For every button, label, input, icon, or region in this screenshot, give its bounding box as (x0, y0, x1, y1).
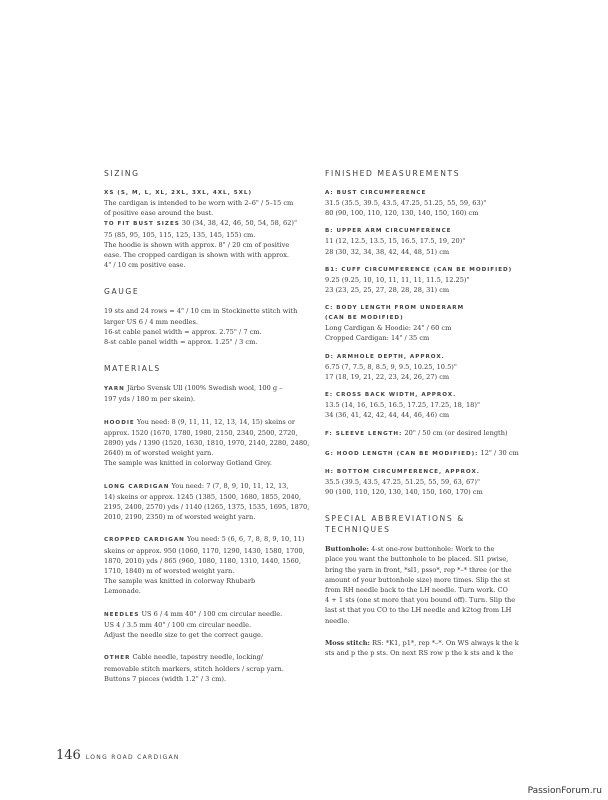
moss-text: RS: *K1, p1*, rep *–*. On WS always k the k sts and p the p sts. On next RS row p the k sts and k the (325, 638, 519, 658)
page-number: 146 (56, 748, 81, 763)
measurement-text: Long Cardigan & Hoodie: 24" / 60 cm Cropped Cardigan: 14" / 35 cm (325, 324, 452, 343)
sizing-intro: The cardigan is intended to be worn with 2–6" / 5–15 cm of positive ease around the bust. (104, 199, 294, 218)
measurement-label: D: ARMHOLE DEPTH, APPROX. (325, 353, 445, 360)
measurement-label: C: BODY LENGTH FROM UNDERARM (CAN BE MODIFIED) (325, 305, 465, 322)
measurement-text: 9.25 (9.25, 10, 10, 11, 11, 11, 11.5, 12.25)" 23 (23, 25, 25, 27, 28, 28, 28, 31) cm (325, 275, 470, 295)
other-label: OTHER (104, 655, 131, 662)
sleeve-length (325, 428, 530, 439)
needles-paragraph (104, 609, 310, 641)
yarn-text: Järbo Svensk Ull (100% Swedish wool, 100 g – 197 yds / 180 m per skein). (104, 384, 283, 404)
long-cardigan-text: You need: 7 (7, 8, 9, 10, 11, 12, 13, 14) skeins or approx. 1245 (1385, 1500, 1680, 1855, 2040, 2195, 2400, 2570) yds / 1140 (1265, 1375, 1535, 1695, 1870, 2010, 2190, 2350) m of worsted weight yarn. (104, 481, 310, 522)
hood-length (325, 448, 530, 459)
measurement-item (325, 390, 530, 420)
sizing-notes: The hoodie is shown with approx. 8" / 20 cm of positive ease. The cropped cardigan is shown with with approx. 4" / 10 cm positive ease. (104, 240, 290, 270)
buttonhole-label: Buttonhole: (325, 545, 369, 554)
special-heading: SPECIAL ABBREVIATIONS & TECHNIQUES (325, 514, 465, 535)
moss-label: Moss stitch: (325, 638, 370, 647)
measurement-text: 11 (12, 12.5, 13.5, 15, 16.5, 17.5, 19, 20)" 28 (30, 32, 34, 38, 42, 44, 48, 51) cm (325, 237, 466, 256)
sleeve-length-label: F: SLEEVE LENGTH: (325, 431, 403, 438)
sleeve-length-text: 20" / 50 cm (or desired length) (402, 429, 508, 438)
measurement-item (325, 467, 530, 497)
measurement-label: H: BOTTOM CIRCUMFERENCE, APPROX. (325, 468, 480, 475)
left-column (104, 168, 310, 684)
footer-title: LONG ROAD CARDIGAN (85, 754, 180, 761)
measurement-item (325, 226, 530, 256)
cropped-cardigan-label: CROPPED CARDIGAN (104, 537, 185, 544)
measurement-text: 35.5 (39.5, 43.5, 47.25, 51.25, 55, 59, 63, 67)" 90 (100, 110, 120, 130, 140, 150, 160, 170) cm (325, 477, 483, 497)
page-footer (56, 744, 180, 763)
sizing-heading: SIZING (104, 169, 140, 178)
measurement-item (325, 352, 530, 382)
needles-label: NEEDLES (104, 611, 140, 618)
buttonhole-text: 4-st one-row buttonhole: Work to the place you want the buttonhole to be placed. Sl1 pwise, bring the yarn in front, *sl1, psso*, rep *–* three (or the amount of your buttonhole size) more times. Slip the st from RH needle back to the LH needle. Turn work. CO 4 + 1 sts (one st more that you bound off). Turn. Slip the last st that you CO to the LH needle and k2tog from LH needle. (325, 545, 516, 625)
measurement-text: 31.5 (35.5, 39.5, 43.5, 47.25, 51.25, 55, 59, 63)" 80 (90, 100, 110, 120, 130, 140, 150, 160) cm (325, 199, 487, 218)
measurement-item (325, 188, 530, 218)
yarn-paragraph (104, 383, 310, 404)
measurement-text: 13.5 (14, 16, 16.5, 16.5, 17.25, 17.25, 18, 18)" 34 (36, 41, 42, 42, 44, 44, 46, 46) cm (325, 401, 480, 420)
measurement-text: 6.75 (7, 7.5, 8, 8.5, 9, 9.5, 10.25, 10.5)" 17 (18, 19, 21, 22, 23, 24, 26, 27) cm (325, 362, 457, 381)
fit-bust-text: 30 (34, 38, 42, 46, 50, 54, 58, 62)" 75 (85, 95, 105, 115, 125, 135, 145, 155) cm. (104, 219, 298, 239)
other-text: Cable needle, tapestry needle, locking/ removable stitch markers, stitch holders / scrap yarn. Buttons 7 pieces (width 1.2" / 3 cm). (104, 653, 284, 683)
fit-bust-paragraph (104, 218, 310, 239)
long-cardigan-paragraph (104, 481, 310, 523)
right-column (325, 168, 530, 658)
other-paragraph (104, 652, 310, 684)
measurement-label: E: CROSS BACK WIDTH, APPROX. (325, 392, 457, 399)
gauge-text: 19 sts and 24 rows = 4" / 10 cm in Stockinette stitch with larger US 6 / 4 mm needles. 16-st cable panel width = approx. 2.75" / 7 cm. 8-st cable panel width = approx. 1.25" / 3 cm. (104, 307, 298, 347)
watermark: PassionForum.ru (527, 786, 602, 796)
materials-heading: MATERIALS (104, 364, 161, 374)
long-cardigan-label: LONG CARDIGAN (104, 483, 170, 490)
needles-text: US 6 / 4 mm 40" / 100 cm circular needle. US 4 / 3.5 mm 40" / 100 cm circular needle. Adjust the needle size to get the correct gauge. (104, 609, 283, 640)
measurement-label: B1: CUFF CIRCUMFERENCE (CAN BE MODIFIED) (325, 266, 513, 273)
moss-paragraph (325, 638, 530, 658)
measurement-label: B: UPPER ARM CIRCUMFERENCE (325, 228, 452, 235)
cropped-cardigan-paragraph (104, 534, 310, 596)
hood-length-text: 12" / 30 cm (478, 448, 519, 457)
hoodie-label: HOODIE (104, 419, 135, 426)
cropped-cardigan-text: You need: 5 (6, 6, 7, 8, 8, 9, 10, 11) skeins or approx. 950 (1060, 1170, 1290, 1430, 1580, 1700, 1870, 2010) yds / 865 (960, 1080, 1180, 1310, 1440, 1560, 1710, 1840) m of worsted weight yarn. The sample was knitted in colorway Rhubarb Lemonade. (104, 535, 305, 596)
measurement-item (325, 303, 530, 343)
measurement-item (325, 265, 530, 295)
sizes-label: XS (S, M, L, XL, 2XL, 3XL, 4XL, 5XL) (104, 190, 253, 196)
gauge-heading: GAUGE (104, 287, 140, 297)
fit-bust-label: TO FIT BUST SIZES (104, 221, 180, 228)
measurement-label: A: BUST CIRCUMFERENCE (325, 190, 427, 196)
finished-heading: FINISHED MEASUREMENTS (325, 169, 461, 178)
yarn-label: YARN (104, 386, 125, 393)
buttonhole-paragraph (325, 544, 530, 626)
hood-length-label: G: HOOD LENGTH (CAN BE MODIFIED): (325, 450, 479, 457)
hoodie-paragraph (104, 417, 310, 469)
hoodie-text: You need: 8 (9, 11, 11, 12, 13, 14, 15) skeins or approx. 1520 (1670, 1780, 1980, 2150, 2340, 2500, 2720, 2890) yds / 1390 (1520, 1630, 1810, 1970, 2140, 2280, 2480, 2640) m of worsted weight yarn. The sample was knitted in colorway Gotland Grey. (104, 417, 310, 468)
